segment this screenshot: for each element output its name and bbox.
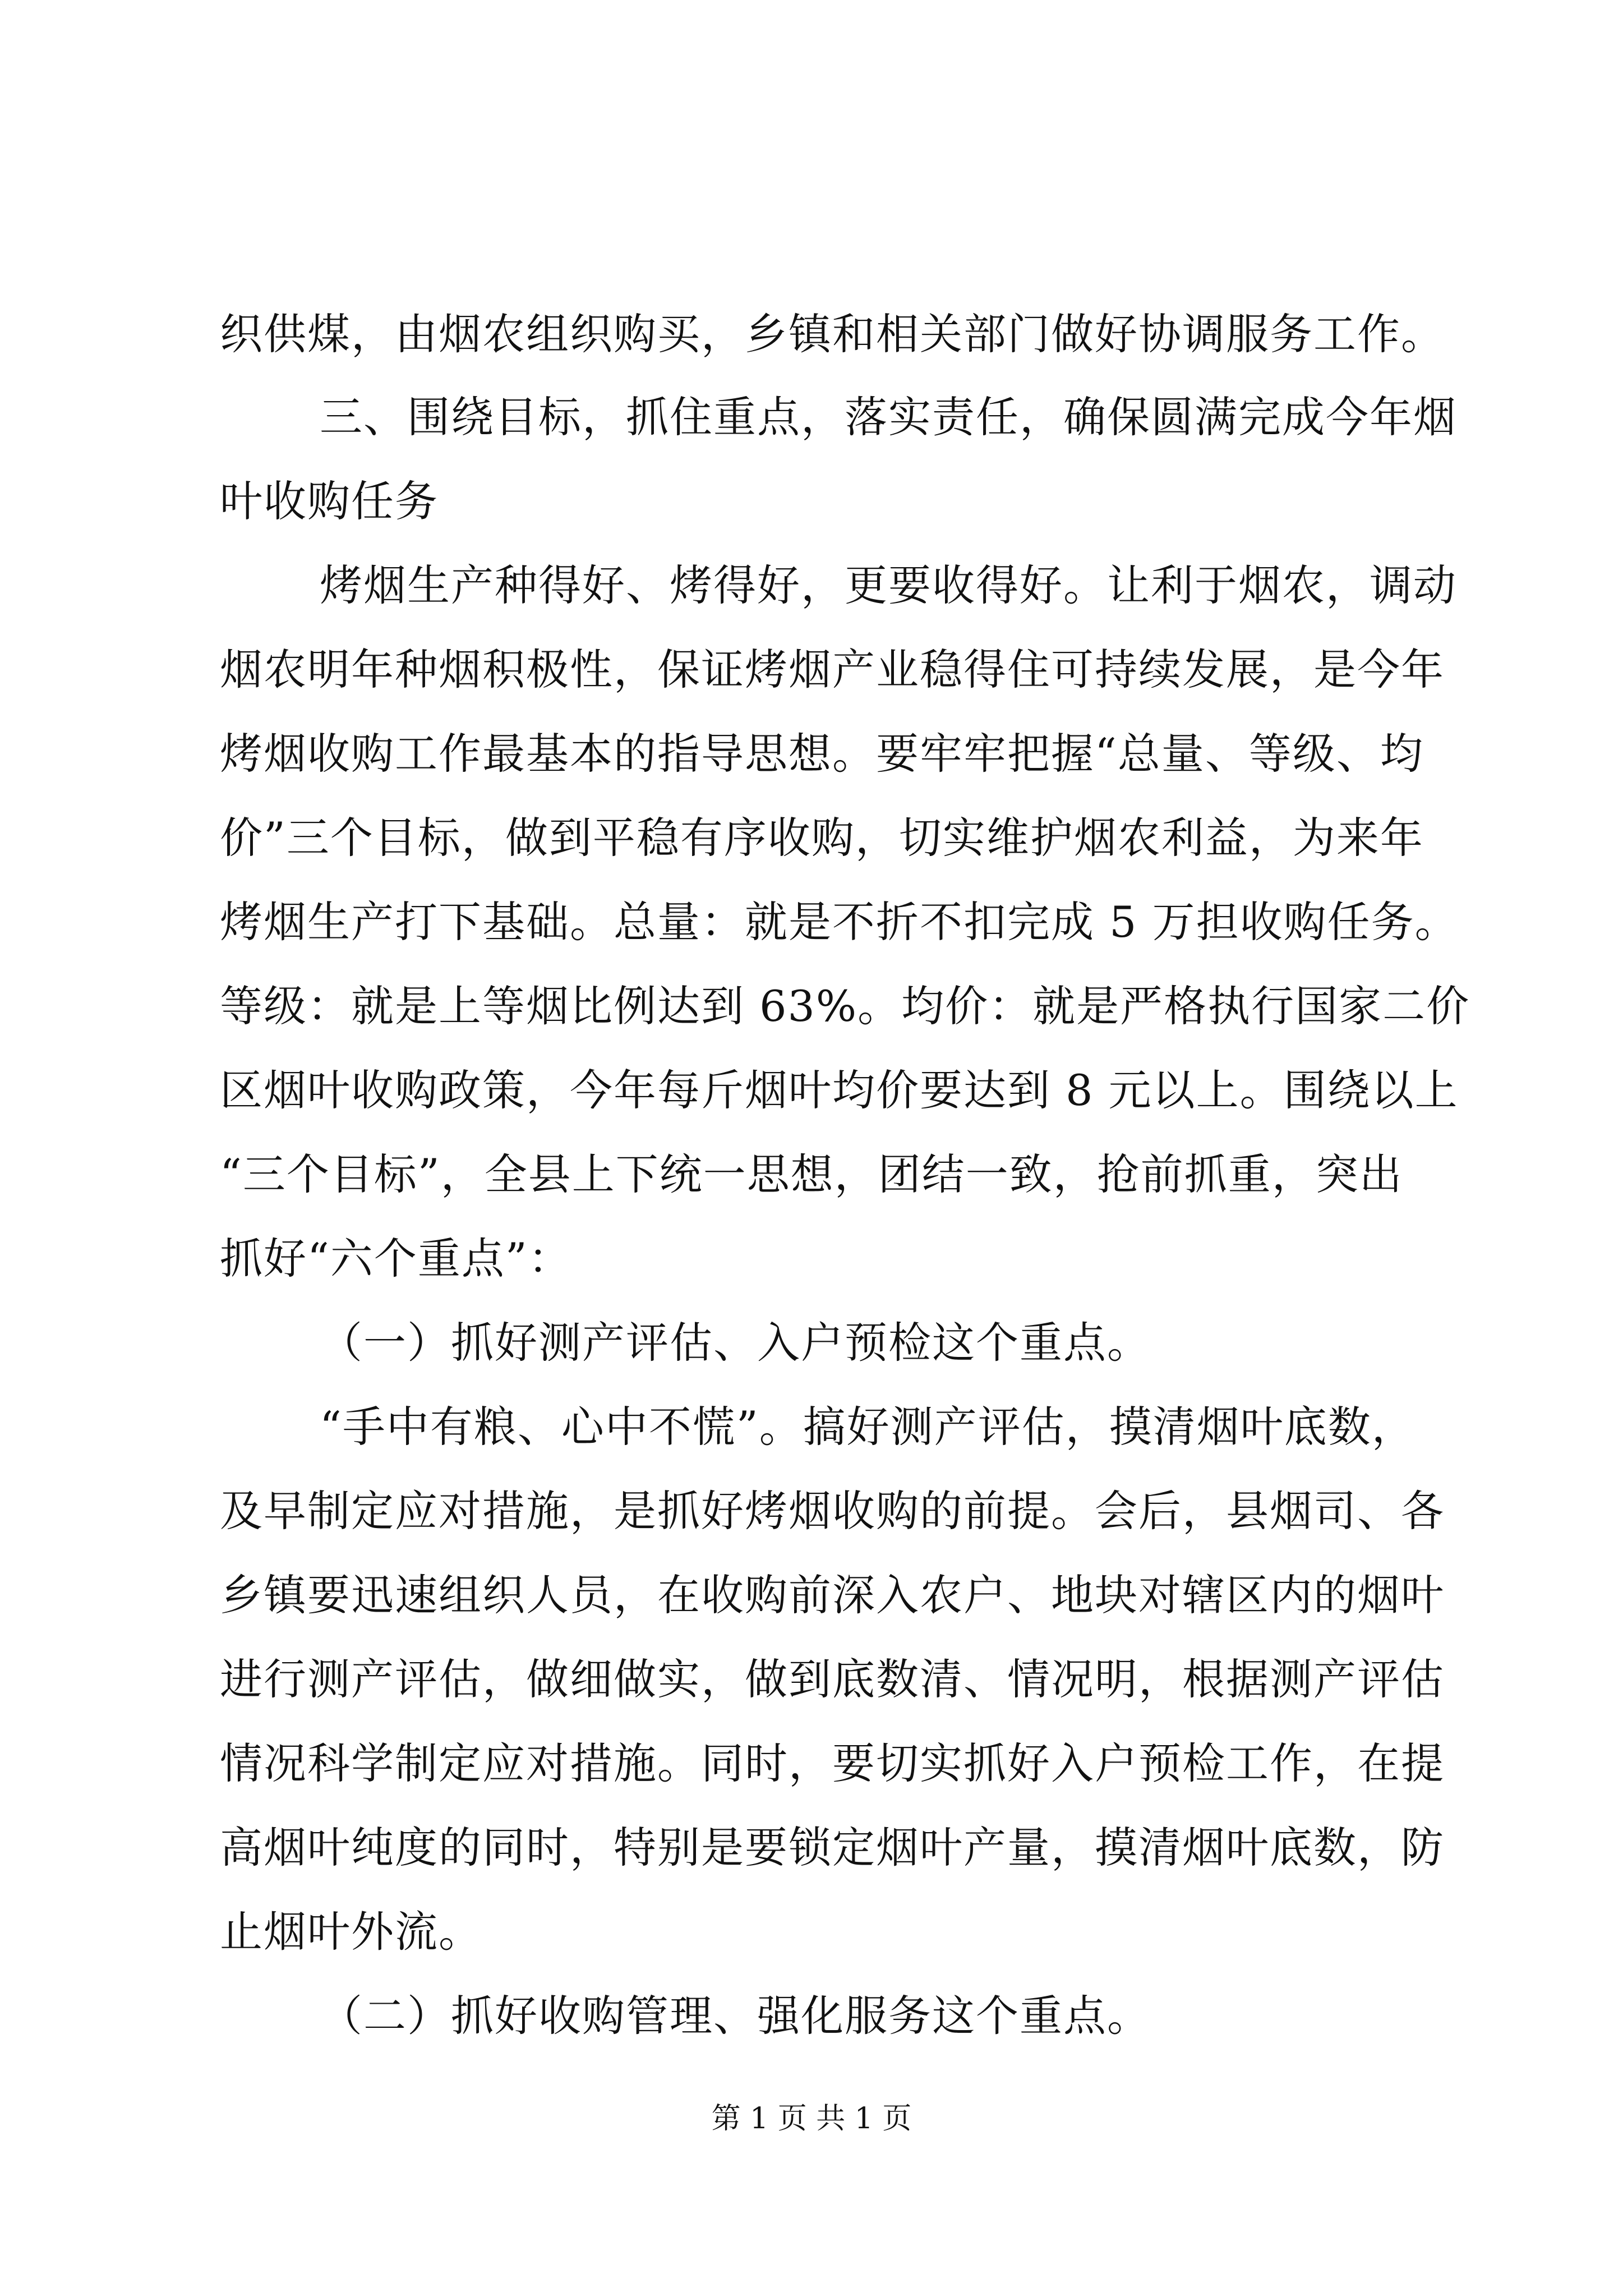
body-text-line: “手中有粮、心中不慌”。搞好测产评估，摸清烟叶底数， xyxy=(320,1402,1415,1452)
section-heading-line: 三、围绕目标，抓住重点，落实责任，确保圆满完成今年烟 xyxy=(320,392,1457,442)
body-text-line: 情况科学制定应对措施。同时，要切实抓好入户预检工作，在提 xyxy=(220,1738,1445,1788)
body-text-line: 烤烟收购工作最基本的指导思想。要牢牢把握“总量、等级、均 xyxy=(220,729,1424,779)
body-text-line: 抓好“六个重点”： xyxy=(220,1234,572,1283)
body-text-line: “三个目标”，全县上下统一思想，团结一致，抢前抓重，突出 xyxy=(220,1149,1403,1199)
page-footer: 第 1 页 共 1 页 xyxy=(711,2102,912,2136)
body-text-line: 烤烟生产打下基础。总量：就是不折不扣完成 5 万担收购任务。 xyxy=(220,897,1459,947)
body-text-line: 区烟叶收购政策，今年每斤烟叶均价要达到 8 元以上。围绕以上 xyxy=(220,1065,1459,1115)
body-text-line: 织供煤，由烟农组织购买，乡镇和相关部门做好协调服务工作。 xyxy=(220,309,1445,359)
subsection-heading-line: （二）抓好收购管理、强化服务这个重点。 xyxy=(320,1991,1151,2041)
body-text-line: 止烟叶外流。 xyxy=(220,1907,482,1957)
body-text-line: 价”三个目标，做到平稳有序收购，切实维护烟农利益，为来年 xyxy=(220,813,1424,863)
body-text-line: 烤烟生产种得好、烤得好，更要收得好。让利于烟农，调动 xyxy=(320,560,1457,610)
body-text-line: 等级：就是上等烟比例达到 63%。均价：就是严格执行国家二价 xyxy=(220,981,1470,1031)
body-text-line: 进行测产评估，做细做实，做到底数清、情况明，根据测产评估 xyxy=(220,1654,1445,1704)
subsection-heading-line: （一）抓好测产评估、入户预检这个重点。 xyxy=(320,1318,1151,1368)
body-text-line: 及早制定应对措施，是抓好烤烟收购的前提。会后，县烟司、各 xyxy=(220,1486,1445,1536)
body-text-line: 烟农明年种烟积极性，保证烤烟产业稳得住可持续发展，是今年 xyxy=(220,645,1445,694)
body-text-line: 高烟叶纯度的同时，特别是要锁定烟叶产量，摸清烟叶底数，防 xyxy=(220,1823,1445,1872)
section-heading-line: 叶收购任务 xyxy=(220,476,439,526)
body-text-line: 乡镇要迅速组织人员，在收购前深入农户、地块对辖区内的烟叶 xyxy=(220,1570,1445,1620)
